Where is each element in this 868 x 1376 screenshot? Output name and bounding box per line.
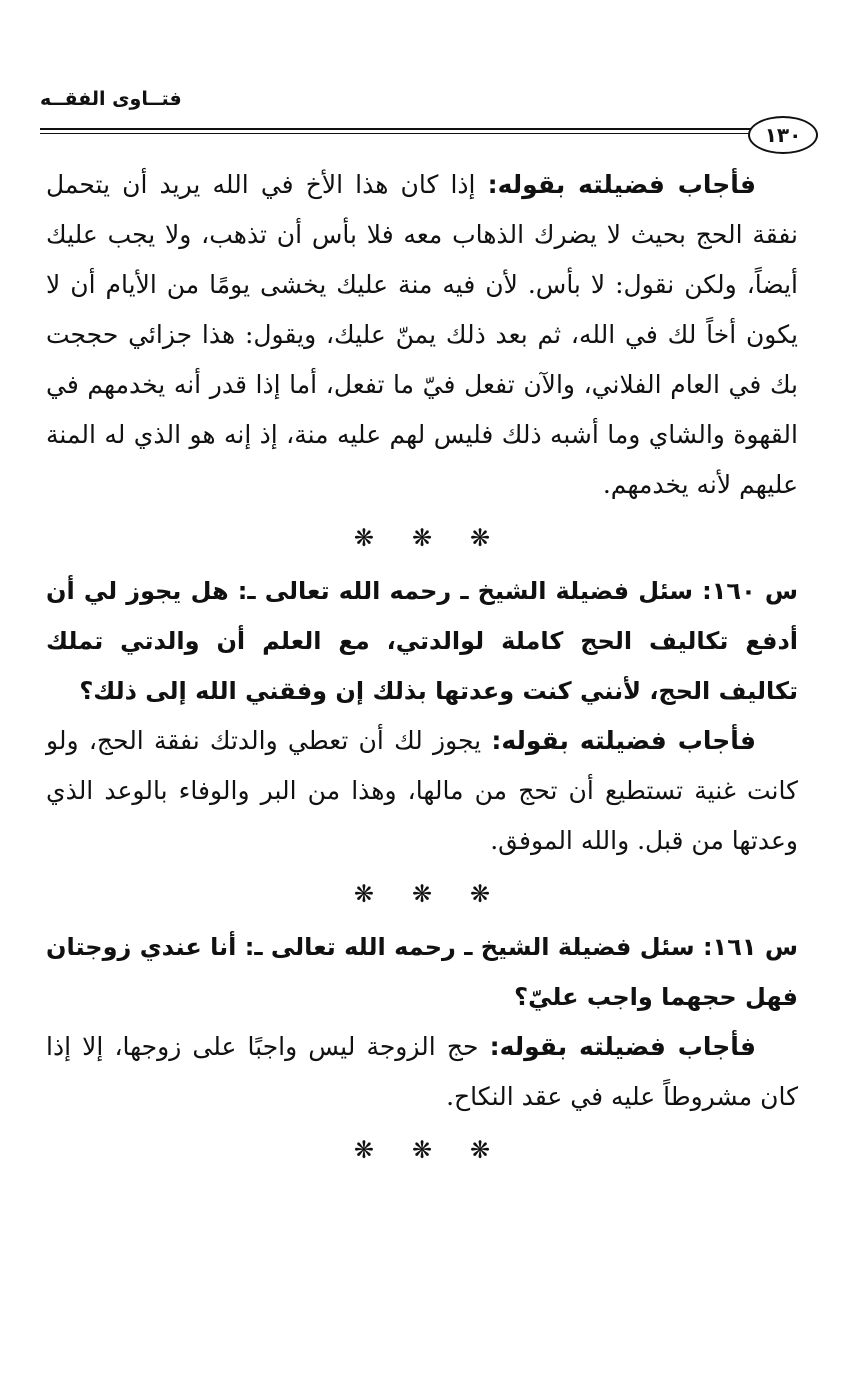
question-161: [46, 922, 798, 1022]
question-number: س ١٦١:: [702, 933, 798, 961]
question-text: سئل فضيلة الشيخ ـ رحمه الله تعالى ـ: هل يجوز لي أن أدفع تكاليف الحج كاملة لوالدتي، مع العلم أن والدتي تملك تكاليف الحج، لأنني كنت وعدتها بذلك إن وفقني الله إلى ذلك؟: [46, 577, 798, 705]
answer-text: إذا كان هذا الأخ في الله يريد أن يتحمل نفقة الحج بحيث لا يضرك الذهاب معه فلا بأس أن تذهب، ولا يجب عليك أيضاً، ولكن نقول: لا بأس. لأن فيه منة عليك يخشى يومًا من الأيام أن لا يكون أخاً لك في الله، ثم بعد ذلك يمنّ عليك، ويقول: هذا جزائي حججت بك في العام الفلاني، والآن تفعل فيّ ما تفعل، أما إذا قدر أنه يخدمهم في القهوة والشاي وما أشبه ذلك فليس لهم عليه منة، إذ إنه هو الذي له المنة عليهم لأنه يخدمهم.: [46, 170, 798, 499]
answer-text: يجوز لك أن تعطي والدتك نفقة الحج، ولو كانت غنية تستطيع أن تحج من مالها، وهذا من البر والوفاء بالوعد الذي وعدتها من قبل. والله الموفق.: [46, 726, 798, 855]
section-separator: ❋❋❋: [353, 880, 529, 908]
answer-paragraph-1: [46, 160, 798, 510]
answer-lead: فأجاب فضيلته بقوله:: [491, 726, 756, 755]
section-separator: ❋❋❋: [353, 524, 529, 552]
answer-161: [46, 1022, 798, 1122]
question-text: سئل فضيلة الشيخ ـ رحمه الله تعالى ـ: أنا عندي زوجتان فهل حجهما واجب عليّ؟: [46, 933, 798, 1011]
page-body: [46, 160, 798, 1178]
question-number: س ١٦٠:: [702, 577, 798, 605]
answer-text: حج الزوجة ليس واجبًا على زوجها، إلا إذا كان مشروطاً عليه في عقد النكاح.: [46, 1032, 798, 1111]
section-separator: ❋❋❋: [353, 1136, 529, 1164]
answer-lead: فأجاب فضيلته بقوله:: [487, 170, 756, 199]
header-rule-thin: [40, 133, 752, 134]
answer-160: [46, 716, 798, 866]
answer-lead: فأجاب فضيلته بقوله:: [489, 1032, 756, 1061]
question-160: [46, 566, 798, 716]
page-number: ١٣٠: [748, 116, 818, 154]
header-rule: [40, 128, 752, 130]
running-title: فتــاوى الفقــه: [40, 88, 182, 110]
